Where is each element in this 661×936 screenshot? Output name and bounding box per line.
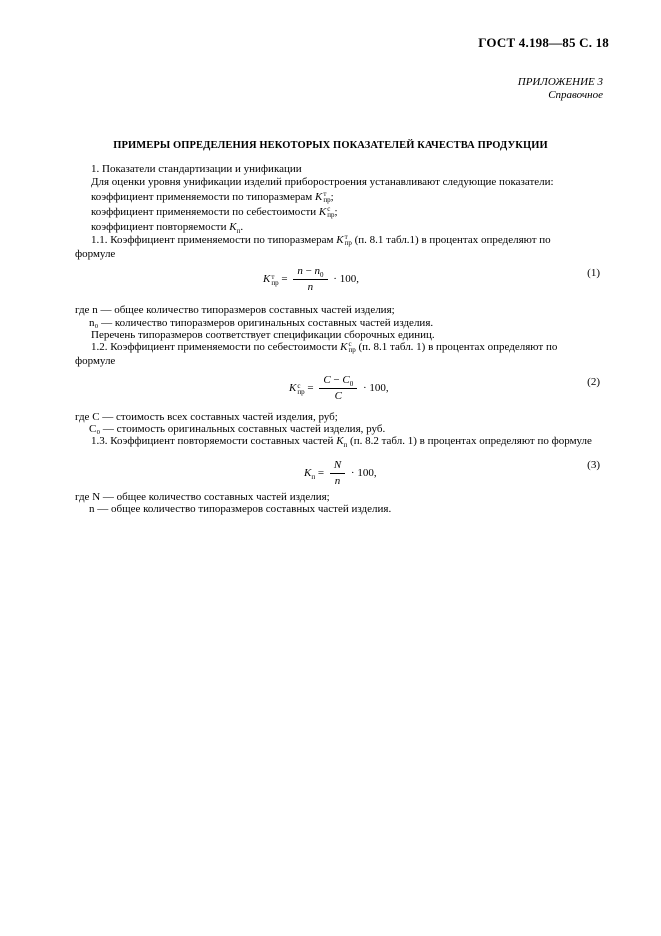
superscript-c: с [348,340,352,349]
paragraph-1-1-text-a: 1.1. Коэффициент применяемости по типоразмерам [91,234,334,246]
minus-sign: − [302,265,315,277]
formula-k: K [289,382,297,395]
times-100: · 100, [360,382,389,395]
symbol-k: K [318,206,327,218]
fraction [319,374,357,403]
var-c: C [323,374,331,386]
where-2-b: C₀ — стоимость оригинальных составных частей изделия, руб. [89,423,386,435]
fraction [330,459,345,488]
formula-subsup [297,383,304,395]
equation-number-1: (1) [587,267,600,279]
symbol-k: K [229,221,237,233]
appendix-label [518,76,603,102]
formula-1 [263,265,359,294]
subscript-zero: 0 [320,271,324,280]
minus-sign: − [330,374,343,386]
subscript-pr: пр [271,278,279,287]
symbol-subsup [349,341,356,353]
appendix-number: ПРИЛОЖЕНИЕ 3 [517,76,603,88]
section-intro: Для оценки уровня унификации изделий приборостроения устанавливают следующие показатели: [91,176,554,188]
subscript-n: п [236,227,241,236]
symbol-subsup [345,234,352,246]
denominator: n [334,475,341,487]
indicator-item-3 [91,221,243,234]
equals-sign: = [315,467,327,480]
where-1-b: n₀ — количество типоразмеров оригинальных составных частей изделия. [89,317,434,329]
times-100: · 100, [348,467,377,480]
where-3-b: n — общее количество типоразмеров составных частей изделия. [89,503,392,515]
subscript-pr: пр [344,239,352,248]
where-2-a: где C — стоимость всех составных частей изделия, руб; [75,411,338,423]
equation-number-2: (2) [587,376,600,388]
superscript-t: т [344,233,348,242]
symbol-k: K [336,234,344,246]
subscript-n: п [311,473,316,482]
paragraph-1-3 [91,435,592,448]
equals-sign: = [304,382,317,395]
symbol-subsup [323,191,330,203]
subscript-pr: пр [348,346,356,355]
symbol-k: K [315,191,323,203]
paragraph-1-2-formula-word: формуле [75,355,116,367]
paragraph-1-1-note: Перечень типоразмеров соответствует спецификации сборочных единиц. [91,329,435,341]
paragraph-1-2-text-b: (п. 8.1 табл. 1) в процентах определяют по [355,341,558,353]
formula-k: K [263,273,271,286]
superscript-c: с [297,381,301,390]
punctuation: ; [330,191,334,203]
subscript-zero: 0 [349,380,354,389]
formula-2 [289,374,389,403]
formula-3 [304,459,377,488]
subscript-pr: пр [297,387,305,396]
var-n0: n [314,265,321,277]
page-title: ПРИМЕРЫ ОПРЕДЕЛЕНИЯ НЕКОТОРЫХ ПОКАЗАТЕЛЕЙ КАЧЕСТВА ПРОДУКЦИИ [113,140,548,151]
fraction [293,265,327,294]
subscript-pr: пр [323,196,331,205]
paragraph-1-3-text-a: 1.3. Коэффициент повторяемости составных частей [91,435,334,447]
paragraph-1-2 [91,341,599,354]
numerator [319,374,357,389]
paragraph-1-1-text-b: (п. 8.1 табл.1) в процентах определяют по [351,234,551,246]
punctuation: ; [334,206,338,218]
where-3-a: где N — общее количество составных частей изделия; [75,491,330,503]
subscript-n: п [343,441,348,450]
superscript-c: с [327,205,331,214]
var-n: n [297,265,303,277]
symbol-k: K [336,435,344,447]
indicator-item-1-text: коэффициент применяемости по типоразмерам [91,191,313,203]
numerator [293,265,327,280]
denominator: n [307,281,314,293]
var-c0: C [342,374,350,386]
equals-sign: = [278,273,291,286]
superscript-t: т [271,272,275,281]
times-100: · 100, [330,273,359,286]
section-heading: 1. Показатели стандартизации и унификации [91,163,302,175]
indicator-item-3-text: коэффициент повторяемости [91,221,227,233]
appendix-note: Справочное [548,89,603,101]
numerator: N [330,459,345,474]
where-1-a: где n — общее количество типоразмеров составных частей изделия; [75,304,395,316]
symbol-subsup [327,206,334,218]
formula-k: K [304,467,312,480]
indicator-item-2-text: коэффициент применяемости по себестоимости [91,206,317,218]
denominator: C [334,390,342,402]
paragraph-1-1 [91,234,599,247]
indicator-item-2 [91,206,338,219]
document-reference: ГОСТ 4.198—85 С. 18 [478,35,609,50]
superscript-t: т [323,190,327,199]
formula-subsup [271,274,278,286]
indicator-item-1 [91,191,334,204]
equation-number-3: (3) [587,459,600,471]
paragraph-1-3-text-b: (п. 8.2 табл. 1) в процентах определяют по формуле [347,435,592,447]
paragraph-1-2-text-a: 1.2. Коэффициент применяемости по себестоимости [91,341,338,353]
subscript-pr: пр [327,211,335,220]
paragraph-1-1-formula-word: формуле [75,248,116,260]
punctuation: . [240,221,244,233]
symbol-k: K [340,341,348,353]
